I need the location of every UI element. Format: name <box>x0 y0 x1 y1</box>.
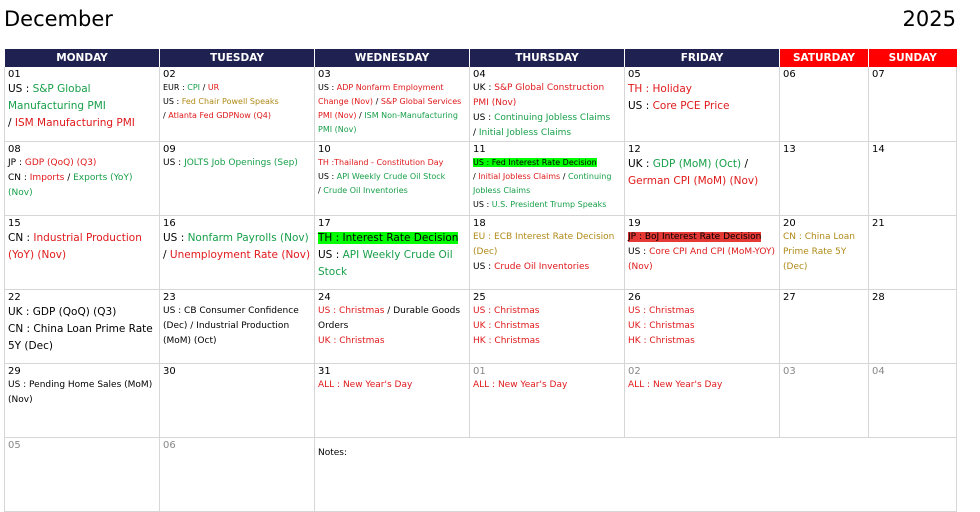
day-number: 11 <box>473 144 486 155</box>
event-item <box>8 115 156 132</box>
event-text: CN : <box>8 173 30 183</box>
event-item <box>473 334 621 349</box>
day-cell[interactable] <box>315 142 470 216</box>
event-item <box>318 304 466 334</box>
event-text: API Weekly Crude Oil Stock <box>318 249 453 278</box>
day-number: 22 <box>8 292 21 303</box>
event-item <box>628 173 776 190</box>
event-text: CN : China Loan Prime Rate 5Y (Dec) <box>8 323 153 352</box>
event-text: / <box>163 111 169 120</box>
event-text: US : <box>473 200 492 209</box>
event-item <box>628 319 776 334</box>
event-text: UK : Christmas <box>318 336 385 346</box>
day-number: 05 <box>628 69 641 80</box>
event-item <box>318 230 466 247</box>
day-cell[interactable] <box>470 364 625 438</box>
event-item <box>628 334 776 349</box>
event-text: US : <box>318 172 337 181</box>
day-cell[interactable] <box>5 67 160 142</box>
event-text: US : <box>163 158 185 168</box>
weekday-wednesday: WEDNESDAY <box>315 49 470 67</box>
event-item <box>163 156 311 171</box>
event-text: TH :Thailand - Constitution Day <box>318 158 444 167</box>
day-cell[interactable] <box>315 216 470 290</box>
day-number: 01 <box>8 69 21 80</box>
day-number: 26 <box>628 292 641 303</box>
event-item <box>318 378 466 393</box>
event-item <box>628 81 776 98</box>
day-number: 25 <box>473 292 486 303</box>
event-text: / <box>318 186 324 195</box>
day-number: 06 <box>783 69 796 80</box>
event-text: S&P Global Manufacturing PMI <box>8 83 106 112</box>
year-title: 2025 <box>902 7 956 31</box>
day-number: 01 <box>473 366 486 377</box>
event-text: US : Fed Interest Rate Decision <box>473 158 597 167</box>
event-text: US : <box>318 249 343 261</box>
event-item <box>473 378 621 393</box>
event-text: S&P Global Construction PMI (Nov) <box>473 83 605 108</box>
day-number: 23 <box>163 292 176 303</box>
event-item <box>628 156 776 173</box>
event-text: / <box>64 173 74 183</box>
day-number: 04 <box>473 69 486 80</box>
event-text: TH : Interest Rate Decision <box>318 232 459 244</box>
event-text: ALL : New Year's Day <box>628 380 723 390</box>
event-item <box>163 81 311 95</box>
day-cell[interactable] <box>315 364 470 438</box>
day-cell[interactable] <box>5 290 160 364</box>
day-cell[interactable] <box>869 364 957 438</box>
day-cell[interactable] <box>5 216 160 290</box>
event-text: US : Christmas <box>628 306 695 316</box>
event-text: Continuing Jobless Claims <box>473 172 612 195</box>
day-cell[interactable] <box>160 142 315 216</box>
event-text: / <box>473 172 479 181</box>
day-number: 02 <box>628 366 641 377</box>
event-item <box>318 170 466 184</box>
event-text: US : <box>163 97 182 106</box>
event-text: Initial Jobless Claims <box>478 172 561 181</box>
week-row <box>5 216 957 290</box>
event-text: UK : <box>628 158 653 170</box>
event-item <box>473 81 621 111</box>
event-text: Crude Oil Inventories <box>494 262 590 272</box>
day-cell[interactable] <box>780 67 869 142</box>
event-text: US : <box>628 100 653 112</box>
event-item <box>163 247 311 264</box>
day-cell[interactable] <box>869 142 957 216</box>
event-text: / <box>163 249 170 261</box>
event-item <box>628 230 776 245</box>
event-item <box>628 304 776 319</box>
event-text: ALL : New Year's Day <box>318 380 413 390</box>
day-number: 14 <box>872 144 885 155</box>
event-text: Nonfarm Payrolls (Nov) <box>187 232 309 244</box>
event-item <box>8 171 156 201</box>
event-text: CPI <box>187 83 201 92</box>
day-number: 30 <box>163 366 176 377</box>
event-item <box>318 247 466 281</box>
event-text: US : CB Consumer Confidence (Dec) / Industrial Production (MoM) (Oct) <box>163 306 299 346</box>
day-cell[interactable] <box>470 142 625 216</box>
day-number: 05 <box>8 440 21 451</box>
event-text: Core CPI And CPI (MoM-YOY) (Nov) <box>628 247 775 272</box>
weekday-sunday: SUNDAY <box>869 49 957 67</box>
event-item <box>8 304 156 321</box>
notes-area[interactable] <box>315 438 957 512</box>
day-cell[interactable] <box>780 364 869 438</box>
day-cell[interactable] <box>780 142 869 216</box>
event-item <box>473 111 621 126</box>
event-text: / <box>200 83 208 92</box>
event-item <box>8 230 156 264</box>
event-item <box>473 170 621 198</box>
day-cell[interactable] <box>160 438 315 512</box>
event-text: Fed Chair Powell Speaks <box>181 97 279 106</box>
event-text: Industrial Production (YoY) (Nov) <box>8 232 142 261</box>
weekday-friday: FRIDAY <box>625 49 780 67</box>
day-number: 31 <box>318 366 331 377</box>
day-number: 06 <box>163 440 176 451</box>
day-number: 10 <box>318 144 331 155</box>
event-item <box>473 230 621 260</box>
event-text: API Weekly Crude Oil Stock <box>336 172 446 181</box>
event-item <box>8 321 156 355</box>
event-text: GDP (MoM) (Oct) <box>652 158 742 170</box>
event-text: Exports (YoY) (Nov) <box>8 173 133 198</box>
day-number: 03 <box>318 69 331 80</box>
event-text: HK : Christmas <box>628 336 695 346</box>
event-item <box>628 245 776 275</box>
event-text: S&P Global Services PMI (Nov) <box>318 97 462 120</box>
event-item <box>473 156 621 170</box>
day-cell[interactable] <box>869 216 957 290</box>
event-item <box>318 334 466 349</box>
day-number: 08 <box>8 144 21 155</box>
week-row <box>5 67 957 142</box>
event-text: US : <box>8 83 33 95</box>
event-text: / <box>741 158 748 170</box>
event-text: Initial Jobless Claims <box>478 128 572 138</box>
event-text: Continuing Jobless Claims <box>494 113 611 123</box>
event-item <box>8 81 156 115</box>
day-cell[interactable] <box>315 290 470 364</box>
event-item <box>473 126 621 141</box>
day-cell[interactable] <box>470 216 625 290</box>
day-cell[interactable] <box>5 364 160 438</box>
day-number: 17 <box>318 218 331 229</box>
day-cell[interactable] <box>780 216 869 290</box>
day-cell[interactable] <box>625 142 780 216</box>
event-text: US : <box>473 262 495 272</box>
event-text: US : <box>163 232 188 244</box>
day-cell[interactable] <box>160 67 315 142</box>
event-text: US : <box>318 83 337 92</box>
event-text: / <box>356 111 365 120</box>
event-item <box>318 81 466 137</box>
event-text: UK : Christmas <box>473 321 540 331</box>
event-text: UK : <box>473 83 495 93</box>
event-text: Holiday <box>652 83 692 95</box>
day-cell[interactable] <box>315 67 470 142</box>
event-item <box>163 230 311 247</box>
day-number: 04 <box>872 366 885 377</box>
event-text: US : Christmas <box>473 306 540 316</box>
event-text: / <box>560 172 568 181</box>
day-cell[interactable] <box>5 438 160 512</box>
event-item <box>628 378 776 393</box>
calendar-grid <box>4 49 957 512</box>
event-text: Atlanta Fed GDPNow (Q4) <box>168 111 271 120</box>
event-item <box>318 184 466 198</box>
day-cell[interactable] <box>625 216 780 290</box>
day-number: 09 <box>163 144 176 155</box>
event-text: EU : ECB Interest Rate Decision (Dec) <box>473 232 615 257</box>
day-number: 02 <box>163 69 176 80</box>
day-number: 15 <box>8 218 21 229</box>
day-cell[interactable] <box>470 67 625 142</box>
event-text: JOLTS Job Openings (Sep) <box>184 158 298 168</box>
event-item <box>628 98 776 115</box>
event-text: US : <box>473 113 495 123</box>
event-item <box>163 95 311 109</box>
day-number: 07 <box>872 69 885 80</box>
event-text: US : Christmas <box>318 306 385 316</box>
day-cell[interactable] <box>780 290 869 364</box>
event-item <box>318 156 466 170</box>
week-row <box>5 142 957 216</box>
event-text: Crude Oil Inventories <box>323 186 408 195</box>
week-row <box>5 290 957 364</box>
event-text: ALL : New Year's Day <box>473 380 568 390</box>
day-number: 20 <box>783 218 796 229</box>
day-cell[interactable] <box>625 364 780 438</box>
event-text: German CPI (MoM) (Nov) <box>628 175 759 187</box>
event-text: US : <box>628 247 650 257</box>
day-number: 28 <box>872 292 885 303</box>
event-text: ISM Manufacturing PMI <box>14 117 135 129</box>
event-item <box>473 260 621 275</box>
day-cell[interactable] <box>470 290 625 364</box>
event-text: Core PCE Price <box>652 100 730 112</box>
day-cell[interactable] <box>160 364 315 438</box>
event-text: TH : <box>628 83 653 95</box>
event-item <box>473 304 621 319</box>
event-text: Imports <box>29 173 65 183</box>
day-number: 21 <box>872 218 885 229</box>
day-cell[interactable] <box>625 67 780 142</box>
day-number: 27 <box>783 292 796 303</box>
day-cell[interactable] <box>160 290 315 364</box>
event-text: JP : BoJ Interest Rate Decision <box>628 232 762 242</box>
event-text: CN : China Loan Prime Rate 5Y (Dec) <box>783 232 855 272</box>
event-item <box>8 378 156 408</box>
event-text: CN : <box>8 232 34 244</box>
event-text: GDP (QoQ) (Q3) <box>24 158 97 168</box>
event-text: / <box>373 97 381 106</box>
day-number: 13 <box>783 144 796 155</box>
event-item <box>783 230 865 275</box>
day-number: 18 <box>473 218 486 229</box>
day-number: 19 <box>628 218 641 229</box>
day-number: 16 <box>163 218 176 229</box>
week-row <box>5 364 957 438</box>
event-text: / Durable Goods Orders <box>318 306 461 331</box>
event-text: / <box>473 128 479 138</box>
day-number: 29 <box>8 366 21 377</box>
event-item <box>8 156 156 171</box>
event-item <box>473 198 621 212</box>
weekday-monday: MONDAY <box>5 49 160 67</box>
event-text: U.S. President Trump Speaks <box>491 200 607 209</box>
day-cell[interactable] <box>5 142 160 216</box>
event-text: UK : Christmas <box>628 321 695 331</box>
day-number: 24 <box>318 292 331 303</box>
week-row <box>5 438 957 512</box>
day-number: 12 <box>628 144 641 155</box>
weekday-saturday: SATURDAY <box>780 49 869 67</box>
weekday-thursday: THURSDAY <box>470 49 625 67</box>
event-text: UR <box>207 83 220 92</box>
event-item <box>163 109 311 123</box>
day-cell[interactable] <box>869 67 957 142</box>
event-item <box>163 304 311 349</box>
event-text: / <box>8 117 15 129</box>
day-cell[interactable] <box>625 290 780 364</box>
day-cell[interactable] <box>869 290 957 364</box>
day-cell[interactable] <box>160 216 315 290</box>
event-text: UK : GDP (QoQ) (Q3) <box>8 306 117 318</box>
event-text: ADP Nonfarm Employment Change (Nov) <box>318 83 444 106</box>
event-text: HK : Christmas <box>473 336 540 346</box>
day-number: 03 <box>783 366 796 377</box>
event-item <box>473 319 621 334</box>
event-text: JP : <box>8 158 25 168</box>
notes-label: Notes: <box>318 448 348 458</box>
weekday-header-row <box>5 49 957 67</box>
weekday-tuesday: TUESDAY <box>160 49 315 67</box>
event-text: EUR : <box>163 83 188 92</box>
event-text: US : Pending Home Sales (MoM) (Nov) <box>8 380 153 405</box>
event-text: Unemployment Rate (Nov) <box>169 249 311 261</box>
month-title: December <box>4 7 113 31</box>
event-text: ISM Non-Manufacturing PMI (Nov) <box>318 111 458 134</box>
